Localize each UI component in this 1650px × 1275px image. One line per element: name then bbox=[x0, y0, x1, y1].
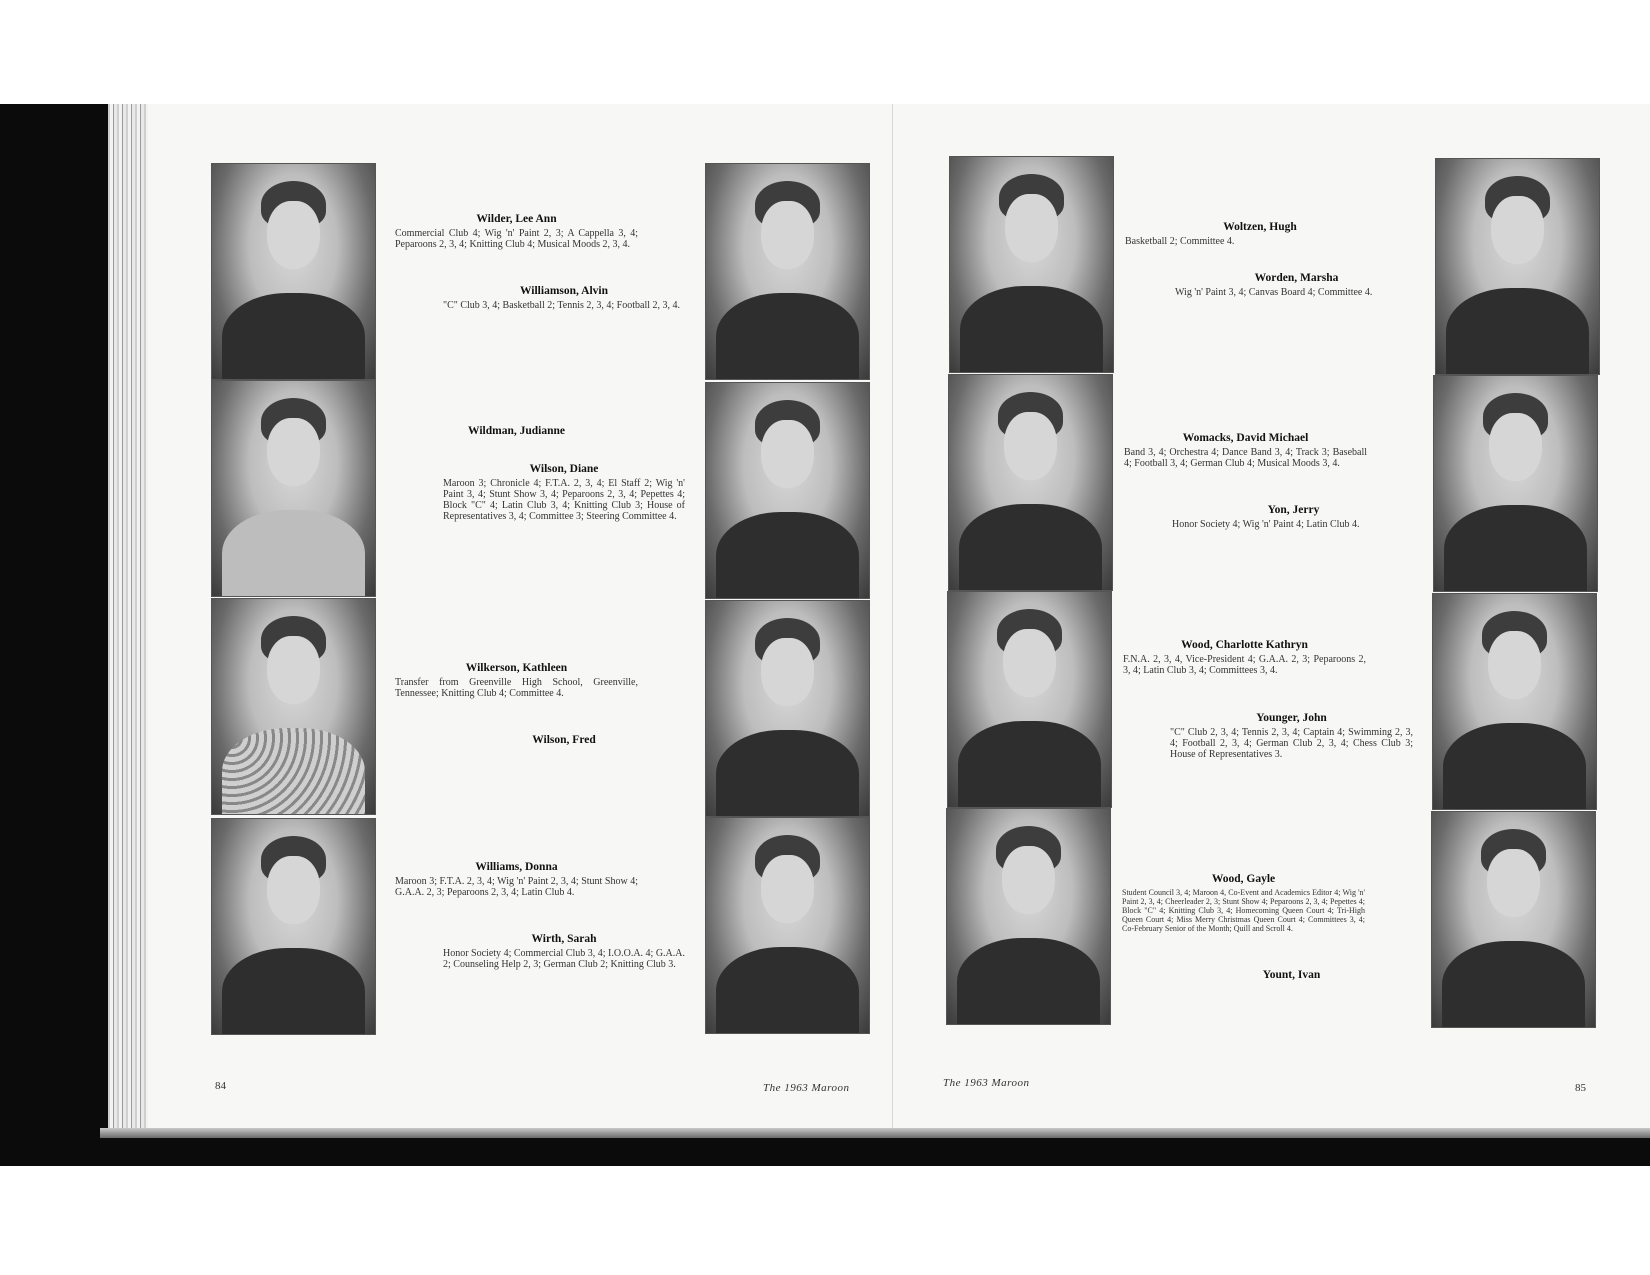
student-name: Younger, John bbox=[1256, 712, 1327, 724]
student-entry bbox=[1125, 220, 1395, 247]
student-name: Yon, Jerry bbox=[1267, 504, 1320, 516]
student-activities: "C" Club 3, 4; Basketball 2; Tennis 2, 3, 4; Football 2, 3, 4. bbox=[443, 300, 681, 311]
running-title-left: The 1963 Maroon bbox=[763, 1082, 850, 1094]
student-entry bbox=[1123, 638, 1366, 676]
student-name: Wilson, Diane bbox=[529, 463, 599, 475]
book-page-edges bbox=[108, 104, 148, 1134]
student-entry bbox=[395, 212, 638, 250]
student-activities: Student Council 3, 4; Maroon 4, Co-Event and Academics Editor 4; Wig 'n' Paint 2, 3, 4; Cheerleader 2, 3; Stunt Show 4; Peparoons 2, 3, 4; Pepettes 4; Block "C" 4; Knitting Club 3, 4; Homecoming Queen Court 4; Tri-High Queen Court 4; Miss Merry Christmas Queen Court 4; Committees 3, 4; Co-February Senior of the Month; Quill and Scroll 4. bbox=[1122, 888, 1365, 933]
portrait-photo bbox=[705, 600, 870, 817]
student-name: Woltzen, Hugh bbox=[1223, 221, 1297, 233]
student-entry bbox=[1124, 431, 1367, 469]
student-activities: Commercial Club 4; Wig 'n' Paint 2, 3; A Cappella 3, 4; Peparoons 2, 3, 4; Knitting Club 4; Musical Moods 2, 3, 4. bbox=[395, 228, 638, 250]
student-activities: Honor Society 4; Commercial Club 3, 4; I.O.O.A. 4; G.A.A. 2; Counseling Help 2, 3; German Club 2; Knitting Club 3. bbox=[443, 948, 685, 970]
student-name: Wilson, Fred bbox=[532, 734, 596, 746]
student-name: Wood, Charlotte Kathryn bbox=[1181, 639, 1308, 651]
portrait-photo bbox=[1435, 158, 1600, 375]
student-name: Wirth, Sarah bbox=[531, 933, 597, 945]
student-name: Williams, Donna bbox=[475, 861, 558, 873]
student-name: Wilkerson, Kathleen bbox=[465, 662, 568, 674]
student-entry bbox=[1172, 503, 1415, 530]
portrait-photo bbox=[211, 598, 376, 815]
student-entry bbox=[395, 661, 638, 699]
portrait-photo bbox=[705, 163, 870, 380]
student-activities: "C" Club 2, 3, 4; Tennis 2, 3, 4; Captain 4; Swimming 2, 3, 4; Football 2, 3, 4; German Club 2, 3, 4; Chess Club 3; House of Representatives 3. bbox=[1170, 727, 1413, 760]
portrait-photo bbox=[949, 156, 1114, 373]
student-entry bbox=[395, 424, 638, 440]
portrait-photo bbox=[705, 817, 870, 1034]
student-entry bbox=[395, 860, 638, 898]
running-title-right: The 1963 Maroon bbox=[943, 1077, 1030, 1089]
portrait-photo bbox=[705, 382, 870, 599]
student-entry bbox=[1170, 711, 1413, 760]
student-activities: Band 3, 4; Orchestra 4; Dance Band 3, 4; Track 3; Baseball 4; Football 3, 4; German Club 4; Musical Moods 3, 4. bbox=[1124, 447, 1367, 469]
portrait-photo bbox=[948, 374, 1113, 591]
student-activities: Wig 'n' Paint 3, 4; Canvas Board 4; Committee 4. bbox=[1175, 287, 1373, 298]
student-entry bbox=[443, 462, 685, 522]
student-entry bbox=[1170, 968, 1413, 984]
portrait-photo bbox=[211, 380, 376, 597]
student-name: Williamson, Alvin bbox=[520, 285, 608, 297]
student-entry bbox=[1175, 271, 1418, 298]
student-activities: Transfer from Greenville High School, Greenville, Tennessee; Knitting Club 4; Committee 4. bbox=[395, 677, 638, 699]
student-name: Womacks, David Michael bbox=[1182, 432, 1309, 444]
student-name: Worden, Marsha bbox=[1254, 272, 1339, 284]
portrait-photo bbox=[946, 808, 1111, 1025]
student-entry bbox=[443, 932, 685, 970]
student-activities: Maroon 3; Chronicle 4; F.T.A. 2, 3, 4; El Staff 2; Wig 'n' Paint 3, 4; Stunt Show 3, 4; Peparoons 2, 3, 4; Pepettes 4; Block "C" 4; Latin Club 3, 4; Knitting Club 3; House of Representatives 3, 4; Committee 3; Steering Committee 4. bbox=[443, 478, 685, 522]
student-activities: F.N.A. 2, 3, 4, Vice-President 4; G.A.A. 2, 3; Peparoons 2, 3, 4; Latin Club 3, 4; Committees 3, 4. bbox=[1123, 654, 1366, 676]
portrait-photo bbox=[211, 818, 376, 1035]
student-entry bbox=[1122, 872, 1365, 933]
student-name: Wilder, Lee Ann bbox=[476, 213, 557, 225]
portrait-photo bbox=[1432, 593, 1597, 810]
book-bottom-edge bbox=[100, 1128, 1650, 1138]
portrait-photo bbox=[1431, 811, 1596, 1028]
portrait-photo bbox=[211, 163, 376, 380]
portrait-photo bbox=[1433, 375, 1598, 592]
student-activities: Honor Society 4; Wig 'n' Paint 4; Latin Club 4. bbox=[1172, 519, 1360, 530]
student-activities: Basketball 2; Committee 4. bbox=[1125, 236, 1235, 247]
student-entry bbox=[443, 733, 685, 749]
student-name: Wildman, Judianne bbox=[468, 425, 565, 437]
student-name: Yount, Ivan bbox=[1262, 969, 1321, 981]
student-name: Wood, Gayle bbox=[1211, 873, 1276, 885]
portrait-photo bbox=[947, 591, 1112, 808]
page-number-left: 84 bbox=[215, 1080, 226, 1092]
page-number-right: 85 bbox=[1575, 1082, 1586, 1094]
student-entry bbox=[443, 284, 685, 311]
student-activities: Maroon 3; F.T.A. 2, 3, 4; Wig 'n' Paint 2, 3, 4; Stunt Show 4; G.A.A. 2, 3; Peparoons 2, 3, 4; Latin Club 4. bbox=[395, 876, 638, 898]
